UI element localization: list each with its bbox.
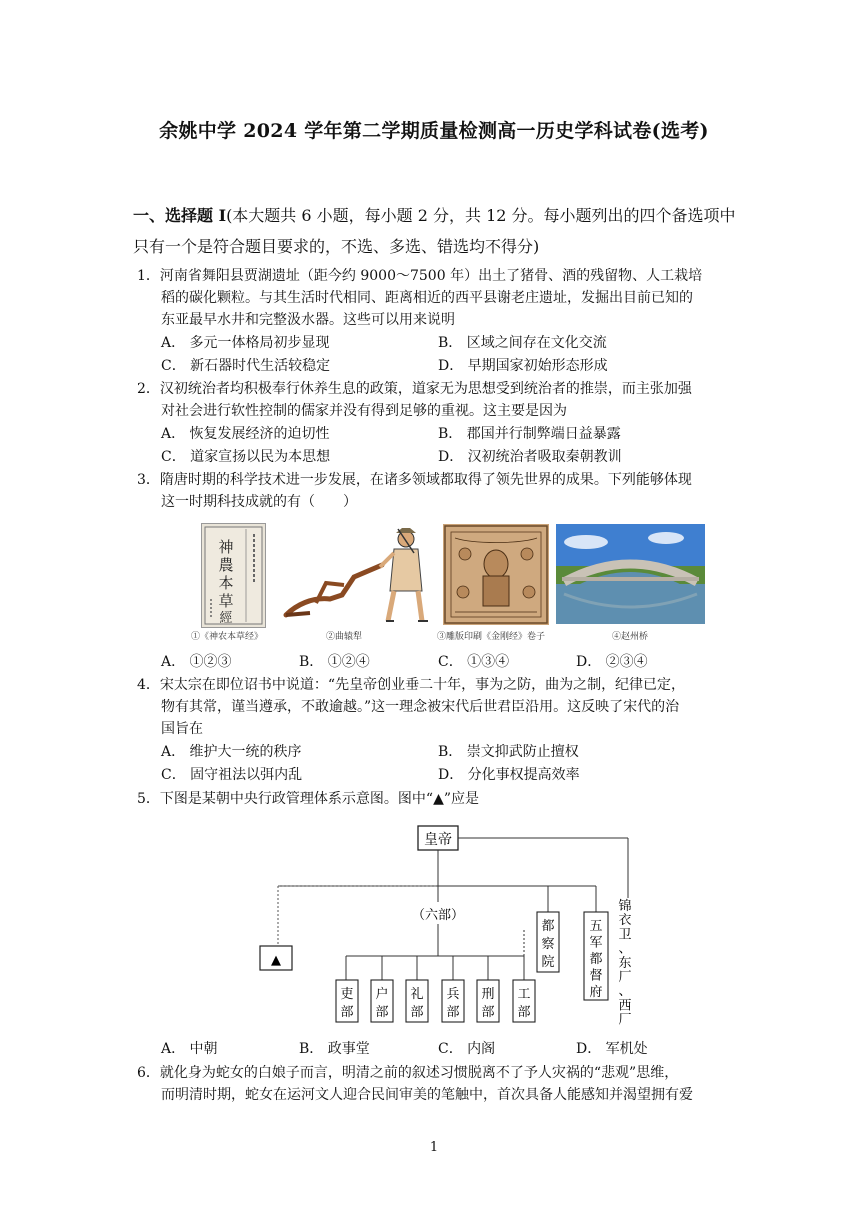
zhaozhou-bridge-image bbox=[556, 524, 705, 624]
liubu-label: （六部） bbox=[411, 908, 465, 923]
page-number: 1 bbox=[429, 1140, 439, 1155]
plough-illustration bbox=[282, 525, 432, 625]
department-labels bbox=[340, 986, 530, 1020]
q5-option-c[interactable]: C． 内阁 bbox=[438, 1041, 496, 1057]
section-header bbox=[133, 200, 745, 262]
q4-line-3: 国旨在 bbox=[161, 721, 203, 737]
q4-option-b[interactable]: B． 崇文抑武防止擅权 bbox=[438, 744, 579, 760]
caption-4: ④赵州桥 bbox=[612, 632, 649, 642]
sutra-illustration bbox=[443, 524, 549, 625]
q3-option-c[interactable]: C． ①③④ bbox=[438, 654, 510, 670]
diamond-sutra-image bbox=[443, 524, 549, 625]
wujun-label bbox=[589, 919, 602, 1000]
jinyiwei-char: 卫 bbox=[618, 927, 632, 943]
duchayuan-char: 都 bbox=[541, 919, 555, 934]
department-6-char: 工 bbox=[517, 987, 531, 1002]
admin-system-diagram bbox=[250, 818, 670, 1033]
q2-option-c[interactable]: C． 道家宣扬以民为本思想 bbox=[161, 449, 331, 465]
q5-option-d[interactable]: D． 军机处 bbox=[576, 1041, 648, 1057]
department-2-char: 部 bbox=[375, 1005, 389, 1020]
wujun-char: 五 bbox=[589, 919, 603, 934]
q1-option-c[interactable]: C． 新石器时代生活较稳定 bbox=[161, 358, 331, 374]
bridge-illustration bbox=[556, 524, 705, 624]
q5-line-1: 5．下图是某朝中央行政管理体系示意图。图中“▲”应是 bbox=[137, 791, 479, 807]
q1-line-1: 1．河南省舞阳县贾湖遗址（距今约 9000～7500 年）出土了猪骨、酒的残留物、人工栽培 bbox=[137, 268, 703, 284]
department-6-char: 部 bbox=[517, 1005, 531, 1020]
q3-option-b[interactable]: B． ①②④ bbox=[299, 654, 370, 670]
q4-option-c[interactable]: C． 固守祖法以弭内乱 bbox=[161, 767, 303, 783]
jinyiwei-char: 厂 bbox=[618, 970, 632, 985]
jinyiwei-label bbox=[618, 899, 631, 1028]
q4-line-2: 物有其常，谨当遵承，不敢逾越。”这一理念被宋代后世君臣沿用。这反映了宋代的治 bbox=[161, 699, 680, 715]
q4-option-a[interactable]: A． 维护大一统的秩序 bbox=[161, 744, 302, 760]
q3-option-a[interactable]: A． ①②③ bbox=[161, 654, 232, 670]
svg-text:草: 草 bbox=[218, 592, 234, 610]
department-3-char: 礼 bbox=[410, 987, 424, 1002]
q4-option-d[interactable]: D． 分化事权提高效率 bbox=[438, 767, 580, 783]
book-illustration bbox=[202, 524, 265, 627]
shennong-book-image bbox=[201, 523, 266, 628]
q1-option-d[interactable]: D． 早期国家初始形态形成 bbox=[438, 358, 608, 374]
q2-option-b[interactable]: B． 郡国并行制弊端日益暴露 bbox=[438, 426, 621, 442]
q3-line-2: 这一时期科技成就的有（ ） bbox=[161, 494, 357, 510]
duchayuan-char: 察 bbox=[541, 937, 555, 952]
curved-plough-image bbox=[282, 525, 432, 625]
q1-line-3: 东亚最早水井和完整汲水器。这些可以用来说明 bbox=[161, 312, 455, 328]
jinyiwei-char: 衣 bbox=[618, 913, 632, 929]
caption-2: ②曲辕犁 bbox=[326, 632, 363, 642]
jinyiwei-char: 厂 bbox=[618, 1012, 632, 1028]
q2-option-a[interactable]: A． 恢复发展经济的迫切性 bbox=[161, 426, 330, 442]
department-1-char: 吏 bbox=[340, 987, 354, 1002]
section-heading: 一、选择题 I bbox=[133, 206, 227, 225]
q1-line-2: 稻的碳化颗粒。与其生活时代相同、距离相近的西平县谢老庄遗址，发掘出目前已知的 bbox=[161, 290, 693, 306]
q4-line-1: 4．宋太宗在即位诏书中说道：“先皇帝创业垂二十年，事为之防，曲为之制，纪律已定， bbox=[137, 677, 686, 693]
triangle-label: ▲ bbox=[271, 953, 281, 968]
q5-option-a[interactable]: A． 中朝 bbox=[161, 1041, 218, 1057]
department-3-char: 部 bbox=[410, 1005, 424, 1020]
wujun-char: 督 bbox=[589, 968, 603, 984]
section-desc: (本大题共 6 小题，每小题 2 分，共 12 分。每小题列出的四个备选项中只有一个是符合题目要求的，不选、多选、错选均不得分) bbox=[133, 206, 736, 256]
jinyiwei-char: 、 bbox=[618, 984, 632, 1000]
svg-text:神: 神 bbox=[218, 538, 234, 556]
q2-line-1: 2．汉初统治者均积极奉行休养生息的政策，道家无为思想受到统治者的推崇，而主张加强 bbox=[137, 381, 692, 397]
wujun-char: 府 bbox=[589, 985, 603, 1000]
caption-3: ③雕版印刷《金刚经》卷子 bbox=[437, 632, 546, 642]
duchayuan-char: 院 bbox=[541, 955, 555, 970]
department-5-char: 部 bbox=[481, 1005, 495, 1020]
jinyiwei-char: 东 bbox=[618, 955, 632, 971]
department-1-char: 部 bbox=[340, 1005, 354, 1020]
q1-option-b[interactable]: B． 区域之间存在文化交流 bbox=[438, 335, 607, 351]
department-2-char: 户 bbox=[375, 987, 389, 1002]
department-4-char: 部 bbox=[446, 1005, 460, 1020]
q1-option-a[interactable]: A． 多元一体格局初步显现 bbox=[161, 335, 330, 351]
jinyiwei-char: 锦 bbox=[618, 899, 632, 914]
q2-line-2: 对社会进行软性控制的儒家并没有得到足够的重视。这主要是因为 bbox=[161, 403, 567, 419]
duchayuan-label bbox=[541, 918, 554, 970]
q2-option-d[interactable]: D． 汉初统治者吸取秦朝教训 bbox=[438, 449, 622, 465]
q3-line-1: 3．隋唐时期的科学技术进一步发展，在诸多领域都取得了领先世界的成果。下列能够体现 bbox=[137, 472, 692, 488]
department-5-char: 刑 bbox=[481, 987, 495, 1002]
svg-text:農: 農 bbox=[218, 556, 234, 574]
svg-text:經: 經 bbox=[219, 611, 233, 626]
caption-1: ①《神农本草经》 bbox=[191, 632, 264, 642]
wujun-char: 都 bbox=[589, 952, 603, 967]
jinyiwei-char: 西 bbox=[618, 998, 632, 1014]
jinyiwei-char: 、 bbox=[618, 941, 632, 957]
q6-line-1: 6．就化身为蛇女的白娘子而言，明清之前的叙述习惯脱离不了予人灾祸的“悲观”思维， bbox=[137, 1065, 679, 1081]
q3-option-d[interactable]: D． ②③④ bbox=[576, 654, 648, 670]
department-4-char: 兵 bbox=[446, 987, 460, 1002]
wujun-char: 军 bbox=[589, 935, 603, 951]
q5-option-b[interactable]: B． 政事堂 bbox=[299, 1041, 370, 1057]
emperor-label: 皇帝 bbox=[424, 832, 452, 848]
q6-line-2: 而明清时期，蛇女在运河文人迎合民间审美的笔触中，首次具备人能感知并渴望拥有爱 bbox=[161, 1087, 693, 1103]
exam-title: 余姚中学 2024 学年第二学期质量检测高一历史学科试卷(选考) bbox=[159, 120, 709, 142]
svg-text:本: 本 bbox=[218, 574, 234, 592]
